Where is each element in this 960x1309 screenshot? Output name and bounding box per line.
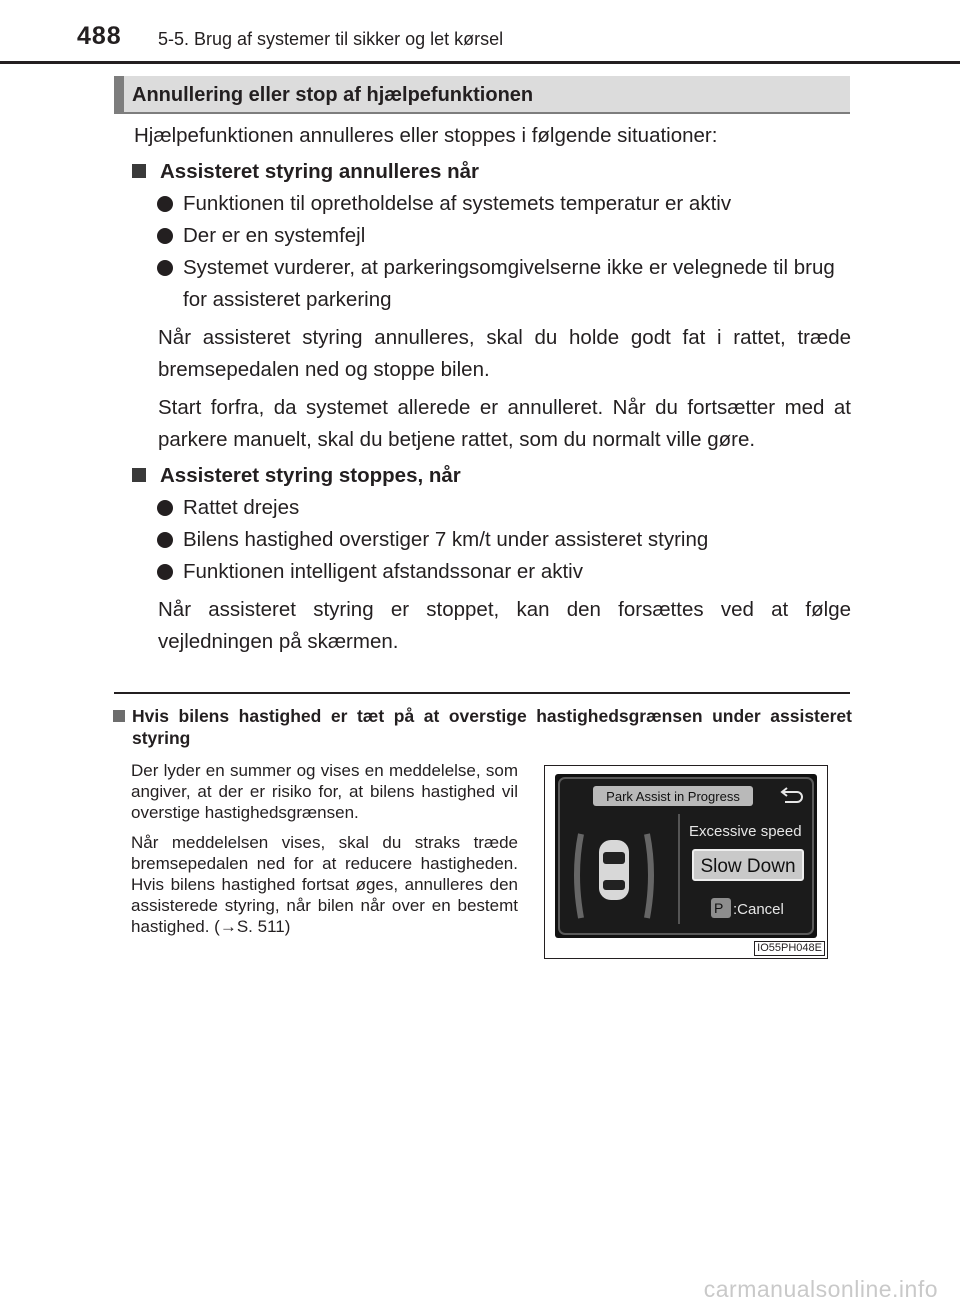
list-item: Der er en systemfejl [131,220,851,252]
section-intro: Hjælpefunktionen annulleres eller stoppes i følgende situationer: [134,124,718,147]
footer-watermark: carmanualsonline.info [703,1276,938,1302]
round-bullet-icon [157,532,173,548]
round-bullet-icon [157,260,173,276]
body-paragraph: Når assisteret styring annulleres, skal du holde godt fat i rattet, træde bremsepedalen ned og stoppe bilen. [158,326,851,381]
park-key-letter: P [714,900,724,916]
display-screen-graphic [555,774,817,938]
square-bullet-icon [113,710,125,722]
section-title: Annullering eller stop af hjælpefunktionen [132,84,534,106]
round-bullet-icon [157,196,173,212]
section-title-rule [114,112,850,114]
note-paragraph: Der lyder en summer og vises en meddelelse, som angiver, at der er risiko for, at bilens hastighed vil overstige hastighedsgrænsen. [131,761,518,822]
group-heading-cancelled: Assisteret styring annulleres når [131,156,851,188]
section-body [131,120,851,661]
square-bullet-icon [132,164,146,178]
list-item: Funktionen intelligent afstandssonar er aktiv [131,556,851,588]
note-title: Hvis bilens hastighed er tæt på at overstige hastighedsgrænsen under assisteret styring [112,705,852,749]
note-paragraph: Når meddelelsen vises, skal du straks træde bremsepedalen ned for at reducere hastigheden. Hvis bilens hastighed fortsat øges, annulleres den assisterede styring, når bilen når over en bestemt hastighed. (→S. 511) [131,833,518,936]
banner-text: Park Assist in Progress [606,789,740,804]
round-bullet-icon [157,500,173,516]
list-item: Systemet vurderer, at parkeringsomgivelserne ikke er velegnede til brug for assisteret parkering [131,252,851,316]
figure-frame [544,765,828,959]
body-paragraph: Når assisteret styring er stoppet, kan den forsættes ved at følge vejledningen på skærmen. [158,598,851,653]
round-bullet-icon [157,564,173,580]
list-item: Bilens hastighed overstiger 7 km/t under assisteret styring [131,524,851,556]
round-bullet-icon [157,228,173,244]
slow-down-label: Slow Down [700,856,796,877]
square-bullet-icon [132,468,146,482]
message-text: Excessive speed [689,823,802,840]
list-item: Rattet drejes [131,492,851,524]
section-divider [114,692,850,694]
note-body [131,760,518,946]
chapter-title: 5-5. Brug af systemer til sikker og let kørsel [158,29,504,49]
group-heading-stopped: Assisteret styring stoppes, når [131,460,851,492]
figure-code: IO55PH048E [754,941,825,956]
body-paragraph: Start forfra, da systemet allerede er annulleret. Når du fortsætter med at parkere manuelt, skal du betjene rattet, som du normalt ville gøre. [158,396,851,451]
list-item: Funktionen til opretholdelse af systemets temperatur er aktiv [131,188,851,220]
cancel-text: :Cancel [733,901,784,918]
page-number: 488 [77,22,122,50]
display-screen [555,774,817,938]
header-rule [0,61,960,64]
